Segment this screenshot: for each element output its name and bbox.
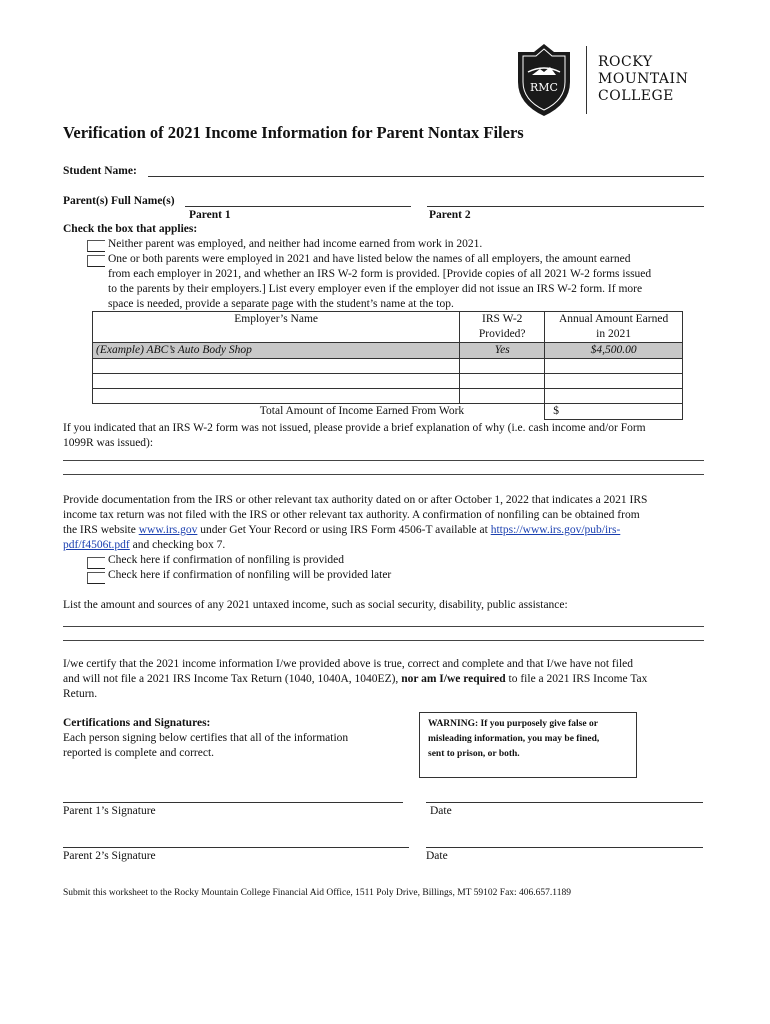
parent2-caption: Parent 2 <box>429 209 471 221</box>
table-row[interactable] <box>93 359 683 374</box>
option1-text: Neither parent was employed, and neither had income earned from work in 2021. <box>108 238 483 250</box>
header-w2-provided <box>460 312 545 343</box>
documentation-line: Provide documentation from the IRS or other relevant tax authority dated on or after October 1, 2022 that indicates a 2021 IRS <box>63 494 648 506</box>
form-title: Verification of 2021 Income Information for Parent Nontax Filers <box>63 123 524 142</box>
certifications-line: Each person signing below certifies that all of the information <box>63 732 349 744</box>
example-w2: Yes <box>460 343 545 359</box>
w2-explanation-line: 1099R was issued): <box>63 437 154 449</box>
warning-line: sent to prison, or both. <box>428 749 520 759</box>
amount-cell[interactable] <box>545 359 683 374</box>
employer-cell[interactable] <box>93 389 460 404</box>
footer-text: Submit this worksheet to the Rocky Mountain College Financial Aid Office, 1511 Poly Drive, Billings, MT 59102 Fax: 406.657.1189 <box>63 888 571 898</box>
certifications-line: reported is complete and correct. <box>63 747 215 759</box>
documentation-text-part: the IRS website <box>63 524 139 536</box>
amount-cell[interactable] <box>545 374 683 389</box>
documentation-text-part: under Get Your Record or using IRS Form 4506-T available at <box>197 524 491 536</box>
parent1-signature-field[interactable] <box>63 802 403 803</box>
form-4506t-link[interactable]: https://www.irs.gov/pub/irs- <box>490 524 621 536</box>
untaxed-income-field[interactable] <box>63 626 704 627</box>
nonfiling-provided-checkbox[interactable] <box>87 557 105 569</box>
check-box-label: Check the box that applies: <box>63 223 198 235</box>
documentation-line <box>63 538 723 553</box>
warning-line: misleading information, you may be fined, <box>428 734 600 744</box>
parent2-signature-label: Parent 2’s Signature <box>63 850 156 862</box>
header-w2-line: IRS W-2 <box>482 313 523 325</box>
header-employer-name: Employer’s Name <box>93 312 460 343</box>
certify-text-part: and will not file a 2021 IRS Income Tax Return (1040, 1040A, 1040EZ), <box>63 673 402 685</box>
certify-bold-text: nor am I/we required <box>401 673 506 685</box>
nonfiling-provided-label: Check here if confirmation of nonfiling is provided <box>108 554 345 566</box>
option2-line: space is needed, provide a separate page with the student’s name at the top. <box>108 298 454 310</box>
certify-line: Return. <box>63 688 98 700</box>
parent-names-label: Parent(s) Full Name(s) <box>63 195 175 207</box>
total-value[interactable]: $ <box>545 404 683 420</box>
documentation-text <box>63 493 723 553</box>
form-4506t-link-cont[interactable]: pdf/f4506t.pdf <box>63 539 130 551</box>
example-employer: (Example) ABC’s Auto Body Shop <box>93 343 460 359</box>
documentation-text-part: and checking box 7. <box>129 539 226 551</box>
certifications-text <box>63 731 348 761</box>
parent2-name-field[interactable] <box>427 206 704 207</box>
parent2-date-field[interactable] <box>426 847 703 848</box>
nonfiling-later-checkbox[interactable] <box>87 572 105 584</box>
table-total-row <box>93 404 683 420</box>
parent1-date-label: Date <box>430 805 452 817</box>
parent2-date-label: Date <box>426 850 448 862</box>
w2-explanation-field[interactable] <box>63 474 704 475</box>
parent1-caption: Parent 1 <box>189 209 231 221</box>
option2-line: One or both parents were employed in 2021 and have listed below the names of all employers, the amount earned <box>108 253 631 265</box>
parent1-signature-label: Parent 1’s Signature <box>63 805 156 817</box>
college-logo <box>512 42 692 122</box>
table-header-row <box>93 312 683 343</box>
amount-cell[interactable] <box>545 389 683 404</box>
table-row[interactable] <box>93 374 683 389</box>
warning-line: WARNING: If you purposely give false or <box>428 719 598 729</box>
w2-explanation-field[interactable] <box>63 460 704 461</box>
warning-box <box>419 712 637 778</box>
header-w2-line: Provided? <box>478 328 526 340</box>
header-amount-line: Annual Amount Earned <box>558 313 669 325</box>
documentation-line: income tax return was not filed with the IRS or other relevant tax authority. A confirmation of nonfiling can be obtained from <box>63 509 640 521</box>
w2-cell[interactable] <box>460 359 545 374</box>
certify-text-part: to file a 2021 IRS Income Tax <box>505 673 648 685</box>
student-name-field[interactable] <box>148 176 704 177</box>
parent2-signature-field[interactable] <box>63 847 409 848</box>
option1-checkbox[interactable] <box>87 240 105 252</box>
logo-name-line: COLLEGE <box>598 88 674 104</box>
employer-cell[interactable] <box>93 359 460 374</box>
option2-checkbox[interactable] <box>87 255 105 267</box>
parent1-date-field[interactable] <box>426 802 703 803</box>
documentation-line <box>63 523 723 538</box>
w2-explanation-text <box>63 421 713 451</box>
logo-name-line: MOUNTAIN <box>598 71 689 87</box>
w2-cell[interactable] <box>460 389 545 404</box>
header-annual-amount <box>545 312 683 343</box>
logo-badge-text: RMC <box>530 81 558 94</box>
example-amount: $4,500.00 <box>545 343 683 359</box>
certify-line: I/we certify that the 2021 income information I/we provided above is true, correct and complete and that I/we have not filed <box>63 658 634 670</box>
option2-text <box>108 252 708 312</box>
w2-explanation-line: If you indicated that an IRS W-2 form was not issued, please provide a brief explanation of why (i.e. cash income and/or Form <box>63 422 646 434</box>
irs-link[interactable]: www.irs.gov <box>138 524 198 536</box>
certify-line <box>63 672 723 687</box>
total-label: Total Amount of Income Earned From Work <box>93 404 545 420</box>
logo-name-line: ROCKY <box>598 54 653 70</box>
nonfiling-later-label: Check here if confirmation of nonfiling will be provided later <box>108 569 392 581</box>
student-name-label: Student Name: <box>63 165 137 177</box>
logo-name <box>598 54 688 105</box>
untaxed-income-field[interactable] <box>63 640 704 641</box>
option2-line: to the parents by their employers.] List every employer even if the employer did not issue an IRS W-2 form. If more <box>108 283 643 295</box>
w2-cell[interactable] <box>460 374 545 389</box>
table-row-example <box>93 343 683 359</box>
employer-table <box>92 311 683 420</box>
untaxed-income-label: List the amount and sources of any 2021 untaxed income, such as social security, disability, public assistance: <box>63 599 568 611</box>
header-amount-line: in 2021 <box>596 328 631 340</box>
parent1-name-field[interactable] <box>185 206 411 207</box>
certify-statement <box>63 657 723 702</box>
logo-divider <box>586 46 587 114</box>
table-row[interactable] <box>93 389 683 404</box>
certifications-heading: Certifications and Signatures: <box>63 717 211 729</box>
option2-line: from each employer in 2021, and whether an IRS W-2 form is provided. [Provide copies of all 2021 W-2 forms issued <box>108 268 652 280</box>
employer-cell[interactable] <box>93 374 460 389</box>
